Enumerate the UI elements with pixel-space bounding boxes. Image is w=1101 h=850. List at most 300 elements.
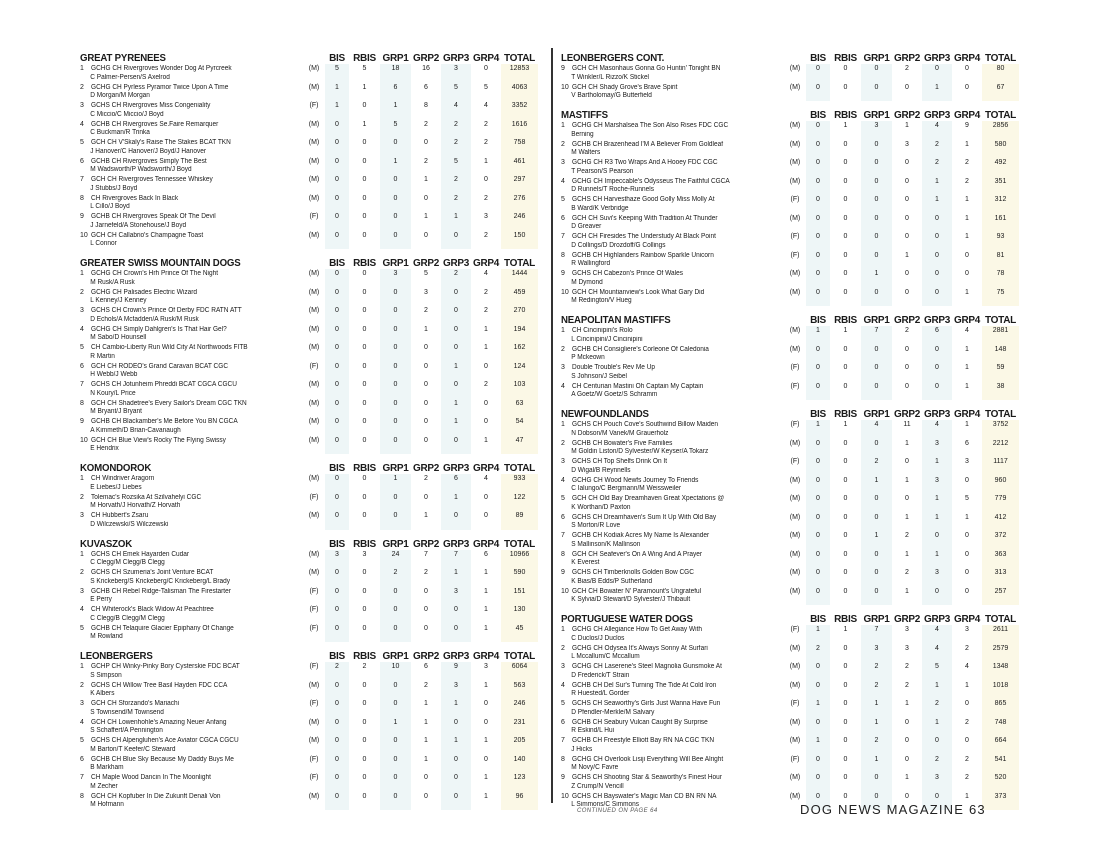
rank-number: 2 [561, 439, 565, 447]
dog-sex: (M) [789, 569, 801, 576]
entry-main-line [561, 195, 1019, 205]
stat-grp3: 1 [441, 493, 471, 512]
stat-rbis: 0 [843, 177, 848, 185]
breed-title: LEONBERGERS [80, 650, 153, 662]
ranking-entry [561, 568, 1019, 587]
rank-number: 6 [80, 755, 84, 763]
entry-main-line [561, 269, 1019, 279]
dog-sex: (M) [308, 399, 320, 407]
stat-bis: 1 [806, 736, 830, 755]
stat-total: 4063 [501, 83, 538, 102]
stat-grp1: 0 [380, 493, 411, 512]
stat-bis: 0 [806, 792, 830, 811]
stat-grp2: 0 [905, 345, 909, 353]
rank-number: 2 [561, 345, 565, 353]
stat-rbis: 0 [843, 513, 848, 521]
ranking-entry [561, 587, 1019, 606]
stat-bis: 0 [325, 417, 349, 436]
stat-bis: 0 [806, 158, 830, 177]
owner-names: M Hofmann [90, 801, 124, 808]
column-header-total: TOTAL [985, 614, 1016, 625]
dog-name: GCHB CH Rebel Ridge-Talisman The Firestarter [91, 587, 231, 595]
stat-grp4: 0 [484, 755, 488, 763]
column-header-grp1: GRP1 [863, 409, 890, 420]
ranking-entry [561, 177, 1019, 196]
column-header-grp3: GRP3 [923, 409, 951, 420]
column-header-bis: BIS [810, 614, 826, 625]
stat-grp1: 0 [861, 363, 892, 382]
entry-main-line [561, 382, 1019, 392]
entry-main-line [561, 457, 1019, 467]
rank-number: 1 [561, 626, 565, 633]
owner-names: S Simpson [90, 671, 122, 679]
stat-grp3: 0 [922, 363, 952, 382]
owner-names: D Greaver [571, 223, 602, 230]
stat-total: 122 [501, 493, 538, 512]
rank-number: 3 [80, 512, 84, 519]
dog-name: GCHG CH Palisades Electric Wizard [91, 288, 197, 296]
stat-grp2: 2 [424, 681, 428, 689]
ranking-entry [561, 232, 1019, 251]
ranking-entry [80, 699, 538, 718]
rank-number: 10 [561, 792, 569, 800]
column-header-total: TOTAL [504, 258, 535, 269]
rank-number: 7 [561, 737, 565, 744]
column-header-total: TOTAL [504, 463, 535, 474]
stat-rbis: 0 [362, 606, 367, 613]
owner-names: C Duclos/J Duclos [571, 634, 625, 642]
stat-grp3: 3 [922, 476, 952, 495]
stat-grp4: 5 [965, 495, 969, 502]
dog-sex: (F) [790, 421, 800, 428]
dog-sex: (M) [789, 681, 801, 689]
breed-title: LEONBERGERS CONT. [561, 52, 665, 64]
owner-names: L Cincinipini/J Cincinipini [571, 335, 643, 343]
entry-main-line [561, 792, 1019, 802]
column-header-rbis: RBIS [353, 53, 376, 64]
stat-grp4: 0 [484, 176, 488, 183]
stat-rbis: 0 [362, 288, 367, 296]
stat-total: 10966 [501, 550, 538, 569]
column-header-total: TOTAL [504, 53, 535, 64]
stat-rbis: 0 [843, 532, 848, 539]
entry-main-line [80, 568, 538, 578]
entry-main-line [561, 755, 1019, 765]
ranking-entry [80, 343, 538, 362]
dog-sex: (M) [789, 737, 801, 744]
stat-rbis: 0 [362, 493, 367, 501]
rank-number: 3 [561, 159, 565, 166]
stat-total: 779 [982, 494, 1019, 513]
stat-grp4: 4 [965, 663, 969, 670]
dog-sex: (F) [309, 663, 319, 670]
stat-rbis: 0 [362, 102, 367, 109]
stat-total: 162 [501, 343, 538, 362]
stat-grp3: 4 [922, 625, 952, 644]
entry-main-line [80, 194, 538, 204]
rank-number: 10 [561, 288, 569, 296]
stat-total: 67 [982, 83, 1019, 102]
column-header-rbis: RBIS [353, 463, 376, 474]
stat-total: 270 [501, 306, 538, 325]
ranking-entry [561, 64, 1019, 83]
stat-bis: 0 [806, 83, 830, 102]
stat-rbis: 0 [362, 774, 367, 781]
entry-main-line [80, 624, 538, 634]
stat-bis: 0 [806, 568, 830, 587]
stat-total: 140 [501, 755, 538, 774]
stat-rbis: 0 [362, 325, 367, 333]
stat-grp1: 2 [861, 662, 892, 681]
stat-total: 2212 [982, 439, 1019, 458]
owner-names: D Echols/A Mcfadden/A Rusk/M Rusk [90, 315, 199, 323]
dog-name: CH Rivergroves Back In Black [91, 194, 179, 202]
stat-rbis: 0 [843, 233, 848, 240]
owner-names: D Wigal/B Reynnells [571, 466, 631, 474]
dog-sex: (M) [789, 65, 801, 72]
entry-main-line [80, 64, 538, 74]
stat-grp2: 0 [424, 774, 428, 781]
entry-main-line [561, 420, 1019, 430]
breed-section [561, 611, 1019, 810]
stat-grp1: 0 [380, 380, 411, 399]
stat-bis: 0 [325, 269, 349, 288]
ranking-entry [561, 699, 1019, 718]
dog-sex: (M) [789, 644, 801, 652]
stat-bis: 0 [325, 120, 349, 139]
stat-grp3: 4 [441, 101, 471, 120]
ranking-entry [80, 755, 538, 774]
stat-total: 276 [501, 194, 538, 213]
ranking-entry [80, 362, 538, 381]
stat-grp1: 2 [380, 568, 411, 587]
breed-title: GREAT PYRENEES [80, 52, 166, 64]
stat-total: 1348 [982, 662, 1019, 681]
dog-name: GCHG CH Rivergroves Wonder Dog At Pyrcreek [91, 65, 232, 72]
breed-section [80, 255, 538, 454]
stat-bis: 0 [806, 681, 830, 700]
stat-grp4: 0 [484, 700, 488, 707]
owner-names: D Frederick/T Strain [571, 671, 630, 679]
breed-section [561, 107, 1019, 306]
stat-grp2: 3 [424, 288, 428, 296]
stat-grp2: 0 [424, 381, 428, 388]
stat-grp3: 1 [441, 362, 471, 381]
owner-names: P Mckeown [571, 354, 605, 361]
ranking-entry [561, 476, 1019, 495]
stat-grp2: 0 [424, 792, 428, 800]
stat-grp1: 24 [380, 550, 411, 569]
breed-title: GREATER SWISS MOUNTAIN DOGS [80, 257, 241, 269]
stat-grp1: 7 [861, 625, 892, 644]
stat-grp2: 0 [905, 233, 909, 240]
stat-total: 3752 [982, 420, 1019, 439]
stat-total: 351 [982, 177, 1019, 196]
stat-total: 412 [982, 513, 1019, 532]
entry-main-line [80, 736, 538, 746]
entry-main-line [80, 138, 538, 148]
stat-grp4: 3 [965, 458, 969, 465]
ranking-entry [561, 251, 1019, 270]
entry-main-line [561, 773, 1019, 783]
stat-rbis: 0 [843, 476, 848, 484]
stat-grp4: 1 [965, 196, 969, 203]
stat-grp3: 2 [441, 120, 471, 139]
left-column [80, 50, 538, 816]
dog-sex: (M) [789, 122, 801, 129]
rank-number: 7 [561, 233, 565, 240]
stat-rbis: 1 [843, 327, 848, 334]
dog-name: GCHB CH Consigliere's Corleone Of Caledonia [572, 345, 709, 353]
stat-grp4: 1 [484, 606, 488, 613]
stat-rbis: 0 [843, 382, 848, 390]
stat-grp1: 1 [861, 269, 892, 288]
breed-header-row [561, 312, 1019, 326]
column-header-grp3: GRP3 [442, 651, 470, 662]
owner-names: S Townsend/M Townsend [90, 708, 164, 716]
stat-grp4: 2 [965, 159, 969, 166]
stat-total: 758 [501, 138, 538, 157]
stat-grp1: 0 [861, 494, 892, 513]
stat-grp1: 1 [861, 755, 892, 774]
dog-sex: (M) [308, 288, 320, 296]
stat-grp1: 0 [861, 251, 892, 270]
stat-rbis: 0 [843, 569, 848, 576]
entry-main-line [80, 681, 538, 691]
stat-grp2: 0 [905, 270, 909, 277]
stat-bis: 0 [806, 195, 830, 214]
owner-names: B Ward/K Verbridge [571, 204, 629, 212]
owner-names: M Zecher [90, 782, 118, 790]
stat-bis: 0 [325, 568, 349, 587]
breed-title: PORTUGUESE WATER DOGS [561, 613, 693, 625]
dog-name: GCH CH Shadetree's Every Sailor's Dream CGC TKN [91, 399, 247, 407]
dog-name: GCHB CH Rivergroves Speak Of The Devil [91, 213, 216, 220]
stat-bis: 0 [806, 214, 830, 233]
dog-sex: (M) [308, 681, 320, 689]
dog-sex: (M) [308, 737, 320, 744]
stat-grp1: 0 [380, 605, 411, 624]
dog-sex: (M) [308, 436, 320, 444]
stat-bis: 0 [325, 493, 349, 512]
owner-names: M Goldin Liston/D Sylvester/W Keyser/A Tokarz [571, 448, 709, 455]
ranking-entry [80, 325, 538, 344]
stat-grp1: 4 [861, 420, 892, 439]
breed-header-row [561, 406, 1019, 420]
owner-names: N Koury/L Price [90, 389, 136, 397]
rank-number: 8 [80, 399, 84, 407]
entry-main-line [80, 212, 538, 222]
stat-grp2: 0 [905, 792, 909, 800]
stat-total: 590 [501, 568, 538, 587]
stat-grp1: 5 [380, 120, 411, 139]
stat-grp1: 0 [861, 792, 892, 811]
stat-total: 3352 [501, 101, 538, 120]
column-header-grp4: GRP4 [472, 651, 500, 662]
dog-sex: (M) [789, 439, 801, 447]
stat-rbis: 0 [362, 344, 367, 351]
ranking-entry [80, 83, 538, 102]
stat-total: 865 [982, 699, 1019, 718]
owner-names: C Buckman/R Trinka [90, 129, 150, 136]
stat-bis: 0 [325, 362, 349, 381]
stat-bis: 0 [325, 474, 349, 493]
column-header-grp3: GRP3 [442, 258, 470, 269]
column-header-grp1: GRP1 [382, 53, 409, 64]
owner-names: C Miccio/C Miccio/J Boyd [90, 110, 164, 118]
stat-grp1: 3 [380, 269, 411, 288]
stat-grp1: 2 [861, 457, 892, 476]
stat-grp3: 1 [922, 83, 952, 102]
stat-total: 933 [501, 474, 538, 493]
stat-grp2: 3 [905, 140, 909, 148]
stat-rbis: 0 [843, 681, 848, 689]
stat-grp2: 2 [905, 569, 909, 576]
stat-rbis: 1 [362, 120, 367, 128]
stat-grp2: 1 [905, 513, 909, 521]
stat-grp1: 1 [380, 718, 411, 737]
column-header-grp4: GRP4 [953, 614, 981, 625]
stat-grp4: 1 [965, 382, 969, 390]
dog-sex: (F) [309, 493, 319, 501]
dog-name: GCHG CH Laserene's Steel Magnolia Gunsmoke At [572, 663, 722, 670]
column-header-grp2: GRP2 [893, 110, 921, 121]
stat-grp4: 2 [484, 288, 488, 296]
column-header-bis: BIS [810, 409, 826, 420]
ranking-entry [561, 457, 1019, 476]
stat-bis: 0 [806, 513, 830, 532]
entry-main-line [80, 306, 538, 316]
breed-title: NEAPOLITAN MASTIFFS [561, 314, 671, 326]
stat-bis: 0 [806, 494, 830, 513]
dog-sex: (M) [789, 513, 801, 521]
stat-bis: 0 [325, 755, 349, 774]
dog-name: GCH CH Lowenhohle's Amazing Neuer Anfang [91, 718, 227, 726]
rank-number: 2 [80, 83, 84, 91]
stat-grp1: 2 [861, 736, 892, 755]
dog-sex: (F) [309, 587, 319, 595]
stat-grp4: 4 [965, 327, 969, 334]
rank-number: 10 [80, 231, 88, 239]
stat-rbis: 0 [843, 140, 848, 148]
dog-sex: (F) [309, 700, 319, 707]
stat-grp1: 0 [380, 417, 411, 436]
stat-bis: 0 [325, 511, 349, 530]
owner-names: T Winkler/L Rizzo/K Stickel [571, 73, 650, 81]
stat-grp2: 11 [903, 421, 911, 428]
column-header-grp3: GRP3 [442, 463, 470, 474]
stat-total: 2881 [982, 326, 1019, 345]
owner-names: S Johnson/J Seibel [571, 372, 627, 380]
rank-number: 10 [561, 83, 569, 91]
dog-name: GCHS CH Dreamhaven's Sum It Up With Old Bay [572, 513, 717, 521]
owner-names: K Albers [90, 690, 115, 697]
stat-grp1: 0 [380, 399, 411, 418]
owner-names: Z Crump/N Vencill [571, 782, 624, 790]
stat-grp2: 0 [424, 493, 428, 501]
stat-grp4: 2 [484, 120, 488, 128]
stat-grp4: 4 [484, 270, 488, 277]
breed-header-row [80, 648, 538, 662]
entry-main-line [561, 363, 1019, 373]
entry-main-line [80, 288, 538, 298]
dog-sex: (M) [308, 344, 320, 351]
stat-rbis: 0 [362, 569, 367, 576]
owner-names: L Mccallum/C Mccallum [571, 653, 640, 660]
stat-rbis: 1 [843, 421, 848, 428]
stat-total: 297 [501, 175, 538, 194]
dog-name: GCHG CH Wood Newfs Journey To Friends [572, 476, 699, 484]
entry-main-line [80, 157, 538, 167]
owner-names: C Clegg/M Clegg/B Clegg [90, 559, 165, 566]
rank-number: 9 [561, 270, 565, 277]
stat-grp2: 0 [905, 288, 909, 296]
dog-sex: (F) [309, 774, 319, 781]
ranking-entry [80, 269, 538, 288]
stat-grp2: 1 [905, 439, 909, 447]
ranking-entry [80, 212, 538, 231]
entry-main-line [80, 755, 538, 765]
dog-name: CH Cincinipini's Rolo [572, 327, 633, 334]
stat-grp1: 0 [861, 83, 892, 102]
dog-sex: (M) [308, 157, 320, 165]
rank-number: 8 [561, 550, 565, 558]
ranking-entry [80, 101, 538, 120]
stat-grp3: 1 [922, 681, 952, 700]
dog-name: GCHS CH Timberknolls Golden Bow CGC [572, 569, 694, 576]
stat-bis: 0 [325, 718, 349, 737]
stat-total: 372 [982, 531, 1019, 550]
stat-rbis: 0 [362, 718, 367, 726]
stat-grp3: 1 [441, 212, 471, 231]
dog-name: CH Cambio-Liberty Run Wild City At Northwoods FITB [91, 344, 248, 351]
rank-number: 8 [561, 755, 565, 763]
stat-grp3: 0 [441, 380, 471, 399]
ranking-entry [561, 755, 1019, 774]
column-divider [551, 48, 553, 803]
stat-rbis: 5 [362, 65, 367, 72]
stat-grp2: 2 [905, 663, 909, 670]
dog-sex: (M) [789, 550, 801, 558]
ranking-entry [80, 681, 538, 700]
dog-name: GCHG CH R3 Two Wraps And A Hooey FDC CGC [572, 159, 718, 166]
entry-main-line [561, 83, 1019, 93]
stat-total: 246 [501, 699, 538, 718]
stat-grp2: 0 [905, 196, 909, 203]
rank-number: 1 [80, 475, 84, 482]
owner-names: M Bryant/J Bryant [90, 408, 142, 415]
entry-main-line [80, 474, 538, 484]
entry-main-line [561, 662, 1019, 672]
stat-grp3: 5 [441, 83, 471, 102]
stat-bis: 1 [325, 101, 349, 120]
stat-grp1: 0 [380, 288, 411, 307]
stat-grp3: 1 [441, 417, 471, 436]
stat-grp1: 0 [380, 436, 411, 455]
stat-rbis: 3 [362, 550, 367, 558]
stat-bis: 0 [325, 624, 349, 643]
ranking-entry [561, 439, 1019, 458]
owner-names: D Morgan/M Morgan [90, 92, 150, 99]
stat-bis: 0 [325, 194, 349, 213]
owner-names: V Bartholomay/G Butterfield [571, 92, 652, 99]
ranking-entry [80, 493, 538, 512]
owner-names: E Hendrix [90, 445, 119, 452]
stat-grp2: 3 [905, 644, 909, 652]
stat-grp1: 0 [861, 345, 892, 364]
stat-total: 38 [982, 382, 1019, 401]
stat-rbis: 0 [362, 194, 367, 202]
